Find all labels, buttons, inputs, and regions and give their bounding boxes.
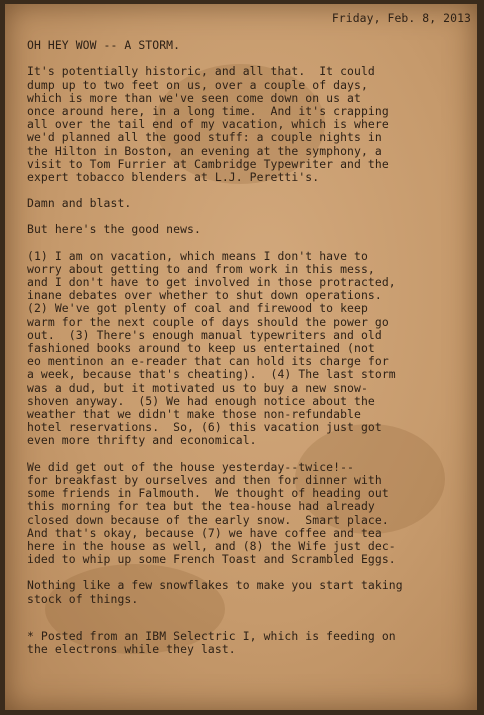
text-line: It's potentially historic, and all that. It could: [27, 64, 375, 79]
text-line: * Posted from an IBM Selectric I, which is feeding on: [27, 628, 396, 643]
text-line: ided to whip up some French Toast and Scrambled Eggs.: [27, 552, 396, 567]
text-line: shoven anyway. (5) We had enough notice about the: [27, 393, 375, 408]
text-line: We did get out of the house yesterday--twice!--: [27, 459, 355, 474]
typed-page: [5, 4, 477, 710]
text-line: out. (3) There's enough manual typewriters and old: [27, 327, 382, 342]
text-line: was a dud, but it motivated us to buy a new snow-: [27, 380, 368, 395]
text-line: this morning for tea but the tea-house had already: [27, 499, 375, 514]
text-line: closed down because of the early snow. Smart place.: [27, 512, 389, 527]
text-line: And that's okay, because (7) we have coffee and tea: [27, 525, 382, 540]
text-line: expert tobacco blenders at L.J. Peretti's.: [27, 170, 320, 185]
text-line: here in the house as well, and (8) the Wife just dec-: [27, 538, 396, 553]
text-line: But here's the good news.: [27, 222, 201, 237]
paragraph-outing: [27, 461, 473, 567]
text-line: weather that we didn't make those non-refundable: [27, 407, 361, 422]
text-line: Nothing like a few snowflakes to make you start taking: [27, 578, 403, 593]
page-date: Friday, Feb. 8, 2013: [331, 11, 471, 25]
text-line: all over the tail end of my vacation, which is where: [27, 117, 389, 132]
paragraph-list: [27, 250, 473, 448]
text-line: and I don't have to get involved in those protracted,: [27, 275, 396, 290]
text-line: once around here, in a long time. And it's crapping: [27, 104, 389, 119]
text-line: the Hilton in Boston, an evening at the symphony, a: [27, 143, 382, 158]
text-line: some friends in Falmouth. We thought of heading out: [27, 486, 389, 501]
text-line: dump up to two feet on us, over a couple of days,: [27, 77, 368, 92]
text-line: we'd planned all the good stuff: a couple nights in: [27, 130, 382, 145]
page-title: OH HEY WOW -- A STORM.: [27, 38, 181, 53]
text-line: warm for the next couple of days should the power go: [27, 314, 389, 329]
text-line: inane debates over whether to shut down operations.: [27, 288, 382, 303]
text-line: (2) We've got plenty of coal and firewood to keep: [27, 301, 368, 316]
text-line: Damn and blast.: [27, 196, 132, 211]
paragraph-damn: [27, 197, 473, 210]
document-body: [27, 12, 473, 656]
text-line: for breakfast by ourselves and then for dinner with: [27, 472, 382, 487]
text-line: hotel reservations. So, (6) this vacation just got: [27, 420, 382, 435]
text-line: a week, because that's cheating). (4) The last storm: [27, 367, 396, 382]
paragraph-intro: [27, 65, 473, 184]
text-line: visit to Tom Furrier at Cambridge Typewriter and the: [27, 156, 389, 171]
text-line: (1) I am on vacation, which means I don't have to: [27, 248, 368, 263]
text-line: eo mentinon an e-reader that can hold its charge for: [27, 354, 389, 369]
text-line: the electrons while they last.: [27, 641, 236, 656]
footnote: [27, 630, 473, 656]
text-line: worry about getting to and from work in this mess,: [27, 261, 375, 276]
text-line: which is more than we've seen come down on us at: [27, 90, 361, 105]
text-line: even more thrifty and economical.: [27, 433, 257, 448]
text-line: stock of things.: [27, 591, 139, 606]
text-line: fashioned books around to keep us entertained (not: [27, 341, 375, 356]
paragraph-good-news: [27, 223, 473, 236]
paragraph-closing: [27, 579, 473, 605]
